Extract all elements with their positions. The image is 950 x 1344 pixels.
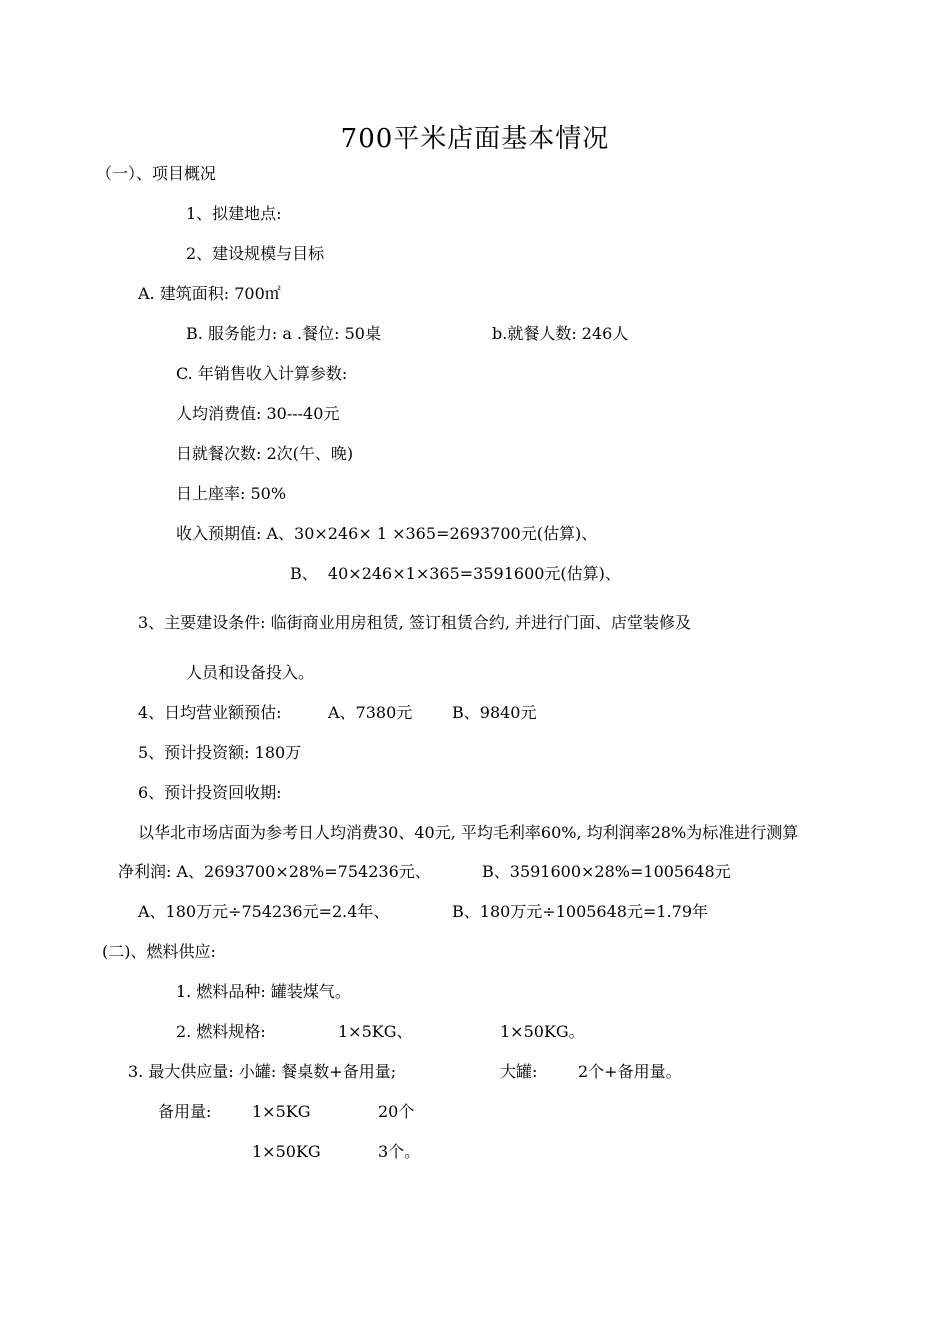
daily-meals: 日就餐次数: 2次(午、晚) [176,444,354,463]
reserve-large-spec: 1×50KG [252,1142,321,1161]
document-title: 700平米店面基本情况 [340,124,610,154]
item6-payback: 6、预计投资回收期: [138,783,282,802]
calculation-basis: 以华北市场店面为参考日人均消费30、40元, 平均毛利率60%, 均利润率28%为标准进行测算 [138,823,799,842]
item4-label: 4、日均营业额预估: [138,703,282,722]
fuel-spec-small: 1×5KG、 [338,1022,413,1041]
payback-b: B、180万元÷1005648元=1.79年 [452,902,708,921]
item2-scale: 2、建设规模与目标 [186,244,325,263]
net-profit-a: 净利润: A、2693700×28%=754236元、 [118,862,431,881]
section1-heading: （一）、项目概况 [96,164,217,183]
reserve-label: 备用量: [158,1102,212,1121]
item4-value-a: A、7380元 [328,703,413,722]
revenue-params: C. 年销售收入计算参数: [176,364,348,383]
section2-heading: (二)、燃料供应: [102,942,216,961]
capacity-seats: B. 服务能力: a .餐位: 50桌 [186,324,381,343]
fuel-spec-label: 2. 燃料规格: [176,1022,266,1041]
fuel-spec-large: 1×50KG。 [500,1022,585,1041]
max-supply-large-label: 大罐: [500,1062,538,1081]
expected-income-a: 收入预期值: A、30×246× 1 ×365=2693700元(估算)、 [176,524,598,543]
payback-a: A、180万元÷754236元=2.4年、 [138,902,390,921]
max-supply-large-value: 2个+备用量。 [578,1062,682,1081]
avg-spend: 人均消费值: 30---40元 [176,404,340,423]
reserve-large-qty: 3个。 [378,1142,421,1161]
building-area: A. 建筑面积: 700㎡ [138,284,281,303]
capacity-diners: b.就餐人数: 246人 [492,324,629,343]
fuel-type: 1. 燃料品种: 罐装煤气。 [176,982,351,1001]
net-profit-b: B、3591600×28%=1005648元 [482,862,731,881]
max-supply: 3. 最大供应量: 小罐: 餐桌数+备用量; [128,1062,397,1081]
item5-investment: 5、预计投资额: 180万 [138,743,302,762]
reserve-small-qty: 20个 [378,1102,415,1121]
occupancy-rate: 日上座率: 50% [176,484,287,503]
reserve-small-spec: 1×5KG [252,1102,311,1121]
item3-conditions: 3、主要建设条件: 临街商业用房租赁, 签订租赁合约, 并进行门面、店堂装修及 [138,613,692,632]
expected-income-b: B、 40×246×1×365=3591600元(估算)、 [290,564,621,583]
item4-value-b: B、9840元 [452,703,537,722]
item1-location: 1、拟建地点: [186,204,282,223]
item3-conditions-cont: 人员和设备投入。 [186,663,315,682]
